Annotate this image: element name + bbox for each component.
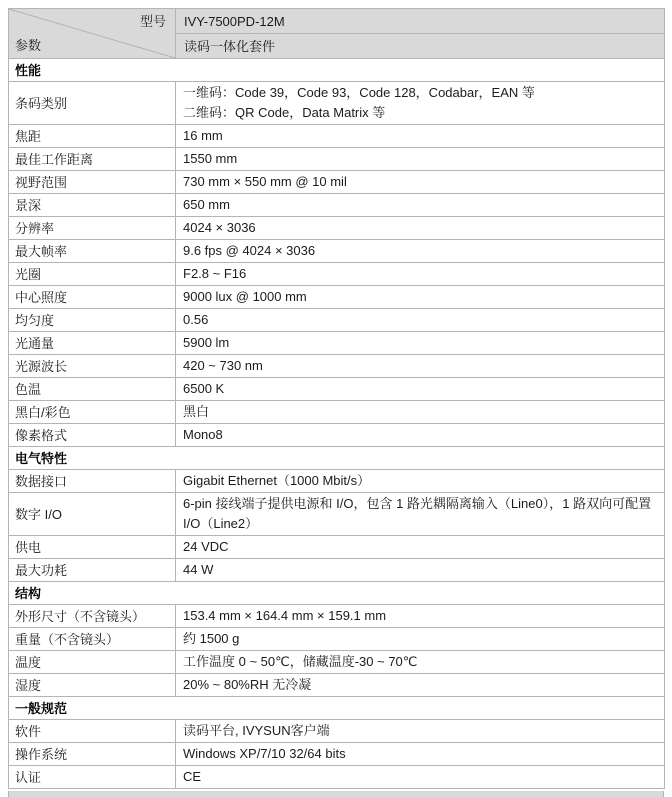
spec-value: 6-pin 接线端子提供电源和 I/O，包含 1 路光耦隔离输入（Line0），1 路双向可配置 I/O（Line2） bbox=[176, 493, 665, 536]
header-row-model bbox=[9, 9, 665, 34]
spec-value: 约 1500 g bbox=[176, 628, 665, 651]
section-header-row bbox=[9, 697, 665, 720]
spec-label: 视野范围 bbox=[9, 171, 176, 194]
spec-value: 24 VDC bbox=[176, 536, 665, 559]
spec-label: 最大功耗 bbox=[9, 559, 176, 582]
spec-label: 色温 bbox=[9, 378, 176, 401]
spec-label: 光圈 bbox=[9, 263, 176, 286]
corner-param-label: 参数 bbox=[15, 38, 42, 53]
spec-row bbox=[9, 766, 665, 789]
spec-label: 供电 bbox=[9, 536, 176, 559]
spec-value: 650 mm bbox=[176, 194, 665, 217]
spec-label: 像素格式 bbox=[9, 424, 176, 447]
section-title: 一般规范 bbox=[9, 697, 665, 720]
spec-row bbox=[9, 263, 665, 286]
spec-label: 数字 I/O bbox=[9, 493, 176, 536]
spec-row bbox=[9, 743, 665, 766]
spec-row bbox=[9, 194, 665, 217]
spec-value: 6500 K bbox=[176, 378, 665, 401]
spec-label: 数据接口 bbox=[9, 470, 176, 493]
spec-value: 16 mm bbox=[176, 125, 665, 148]
spec-value: CE bbox=[176, 766, 665, 789]
spec-value: 20% ~ 80%RH 无冷凝 bbox=[176, 674, 665, 697]
type-value-cell: 读码一体化套件 bbox=[176, 34, 665, 59]
spec-label: 温度 bbox=[9, 651, 176, 674]
spec-row bbox=[9, 217, 665, 240]
spec-label: 软件 bbox=[9, 720, 176, 743]
spec-value: 读码平台, IVYSUN客户端 bbox=[176, 720, 665, 743]
spec-value: 9.6 fps @ 4024 × 3036 bbox=[176, 240, 665, 263]
spec-label: 最大帧率 bbox=[9, 240, 176, 263]
spec-row bbox=[9, 378, 665, 401]
spec-row bbox=[9, 355, 665, 378]
spec-row bbox=[9, 401, 665, 424]
spec-value: Mono8 bbox=[176, 424, 665, 447]
spec-row bbox=[9, 536, 665, 559]
section-header-row bbox=[9, 582, 665, 605]
spec-value: F2.8 ~ F16 bbox=[176, 263, 665, 286]
spec-row bbox=[9, 605, 665, 628]
spec-value: 420 ~ 730 nm bbox=[176, 355, 665, 378]
spec-value: 153.4 mm × 164.4 mm × 159.1 mm bbox=[176, 605, 665, 628]
spec-value: 4024 × 3036 bbox=[176, 217, 665, 240]
spec-row bbox=[9, 493, 665, 536]
spec-row bbox=[9, 332, 665, 355]
spec-row bbox=[9, 240, 665, 263]
section-header-row bbox=[9, 447, 665, 470]
spec-value: 0.56 bbox=[176, 309, 665, 332]
spec-row bbox=[9, 674, 665, 697]
spec-row bbox=[9, 424, 665, 447]
spec-row bbox=[9, 720, 665, 743]
spec-label: 外形尺寸（不含镜头） bbox=[9, 605, 176, 628]
spec-label: 湿度 bbox=[9, 674, 176, 697]
spec-row bbox=[9, 125, 665, 148]
spec-value: 730 mm × 550 mm @ 10 mil bbox=[176, 171, 665, 194]
section-title: 电气特性 bbox=[9, 447, 665, 470]
spec-label: 条码类别 bbox=[9, 82, 176, 125]
spec-label: 景深 bbox=[9, 194, 176, 217]
spec-value: 5900 lm bbox=[176, 332, 665, 355]
corner-model-label: 型号 bbox=[139, 14, 166, 29]
spec-row bbox=[9, 309, 665, 332]
spec-value: Gigabit Ethernet（1000 Mbit/s） bbox=[176, 470, 665, 493]
spec-row bbox=[9, 559, 665, 582]
spec-label: 认证 bbox=[9, 766, 176, 789]
spec-row bbox=[9, 171, 665, 194]
table-bottom-strip bbox=[8, 791, 664, 797]
spec-label: 重量（不含镜头） bbox=[9, 628, 176, 651]
spec-table-body bbox=[9, 59, 665, 789]
section-title: 性能 bbox=[9, 59, 665, 82]
spec-row bbox=[9, 82, 665, 125]
spec-value: 44 W bbox=[176, 559, 665, 582]
spec-table-wrap bbox=[8, 8, 664, 797]
spec-row bbox=[9, 628, 665, 651]
spec-label: 中心照度 bbox=[9, 286, 176, 309]
spec-value: 工作温度 0 ~ 50℃，储藏温度-30 ~ 70℃ bbox=[176, 651, 665, 674]
spec-value: 黑白 bbox=[176, 401, 665, 424]
model-value-cell: IVY-7500PD-12M bbox=[176, 9, 665, 34]
spec-label: 光源波长 bbox=[9, 355, 176, 378]
spec-label: 均匀度 bbox=[9, 309, 176, 332]
spec-value: Windows XP/7/10 32/64 bits bbox=[176, 743, 665, 766]
section-title: 结构 bbox=[9, 582, 665, 605]
section-header-row bbox=[9, 59, 665, 82]
spec-label: 黑白/彩色 bbox=[9, 401, 176, 424]
spec-value: 一维码：Code 39，Code 93，Code 128，Codabar，EAN 等 二维码：QR Code，Data Matrix 等 bbox=[176, 82, 665, 125]
spec-table-header bbox=[9, 9, 665, 59]
spec-row bbox=[9, 286, 665, 309]
spec-label: 操作系统 bbox=[9, 743, 176, 766]
spec-label: 焦距 bbox=[9, 125, 176, 148]
spec-row bbox=[9, 470, 665, 493]
spec-value: 1550 mm bbox=[176, 148, 665, 171]
spec-label: 光通量 bbox=[9, 332, 176, 355]
spec-row bbox=[9, 651, 665, 674]
spec-label: 分辨率 bbox=[9, 217, 176, 240]
spec-label: 最佳工作距离 bbox=[9, 148, 176, 171]
header-corner-cell bbox=[9, 9, 176, 59]
spec-value: 9000 lux @ 1000 mm bbox=[176, 286, 665, 309]
spec-table bbox=[8, 8, 665, 789]
spec-row bbox=[9, 148, 665, 171]
